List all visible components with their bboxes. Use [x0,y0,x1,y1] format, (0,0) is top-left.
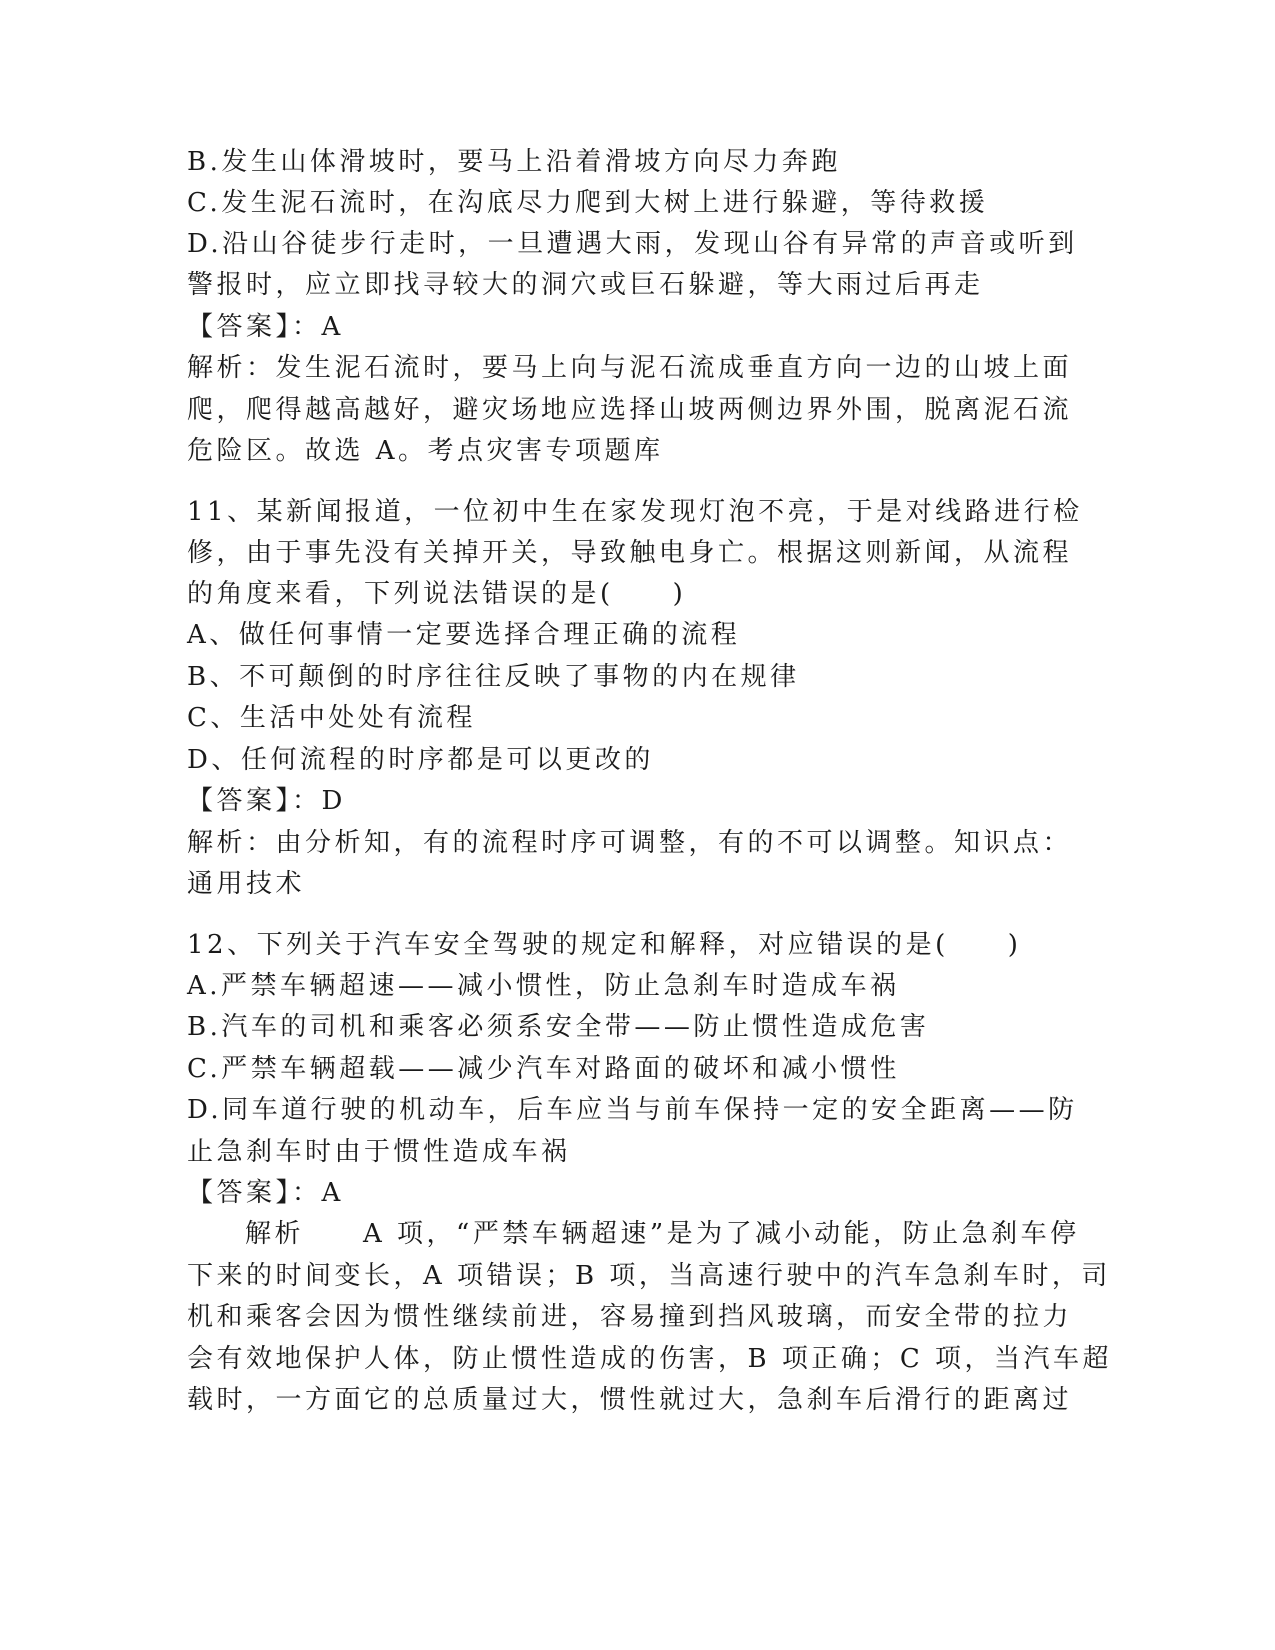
q11-answer: 【答案】：D [187,786,346,816]
q12-analysis-line: 载时，一方面它的总质量过大，惯性就过大，急刹车后滑行的距离过 [187,1385,1073,1415]
q10-option-d-cont: 警报时，应立即找寻较大的洞穴或巨石躲避，等大雨过后再走 [187,270,984,300]
q12-analysis-line: 会有效地保护人体，防止惯性造成的伤害，B 项正确；C 项，当汽车超 [187,1344,1113,1374]
q10-analysis-line: 爬，爬得越高越好，避灾场地应选择山坡两侧边界外围，脱离泥石流 [187,395,1073,425]
q11-option-b: B、不可颠倒的时序往往反映了事物的内在规律 [187,662,800,692]
q12-option-a: A.严禁车辆超速——减小惯性，防止急刹车时造成车祸 [187,971,900,1001]
q12-option-b: B.汽车的司机和乘客必须系安全带——防止惯性造成危害 [187,1012,930,1042]
q11-option-a: A、做任何事情一定要选择合理正确的流程 [187,620,741,650]
q12-analysis-line: 机和乘客会因为惯性继续前进，容易撞到挡风玻璃，而安全带的拉力 [187,1302,1073,1332]
q10-option-b: B.发生山体滑坡时，要马上沿着滑坡方向尽力奔跑 [187,147,841,177]
q10-analysis-line: 危险区。故选 A。考点灾害专项题库 [187,436,664,466]
q12-option-d-cont: 止急刹车时由于惯性造成车祸 [187,1137,571,1167]
q10-option-d: D.沿山谷徒步行走时，一旦遭遇大雨，发现山谷有异常的声音或听到 [187,229,1078,259]
q11-analysis-line: 解析：由分析知，有的流程时序可调整，有的不可以调整。知识点： [187,828,1073,858]
q12-stem-line: 12、下列关于汽车安全驾驶的规定和解释，对应错误的是( ) [187,930,1022,960]
q12-option-d: D.同车道行驶的机动车，后车应当与前车保持一定的安全距离——防 [187,1095,1078,1125]
q11-stem-line: 的角度来看，下列说法错误的是( ) [187,579,687,609]
q11-stem-line: 修，由于事先没有关掉开关，导致触电身亡。根据这则新闻，从流程 [187,538,1073,568]
q12-analysis-line: 解析 A 项，“严禁车辆超速”是为了减小动能，防止急刹车停 [245,1219,1080,1249]
q12-analysis-line: 下来的时间变长，A 项错误；B 项，当高速行驶中的汽车急刹车时，司 [187,1261,1111,1291]
q12-answer: 【答案】：A [187,1178,344,1208]
q10-option-c: C.发生泥石流时，在沟底尽力爬到大树上进行躲避，等待救援 [187,188,989,218]
q12-option-c: C.严禁车辆超载——减少汽车对路面的破坏和减小惯性 [187,1054,900,1084]
q11-analysis-line: 通用技术 [187,869,306,899]
q11-option-c: C、生活中处处有流程 [187,703,476,733]
q10-answer: 【答案】：A [187,312,344,342]
q11-stem-line: 11、某新闻报道，一位初中生在家发现灯泡不亮，于是对线路进行检 [187,497,1083,527]
q11-option-d: D、任何流程的时序都是可以更改的 [187,745,654,775]
q10-analysis-line: 解析：发生泥石流时，要马上向与泥石流成垂直方向一边的山坡上面 [187,353,1073,383]
